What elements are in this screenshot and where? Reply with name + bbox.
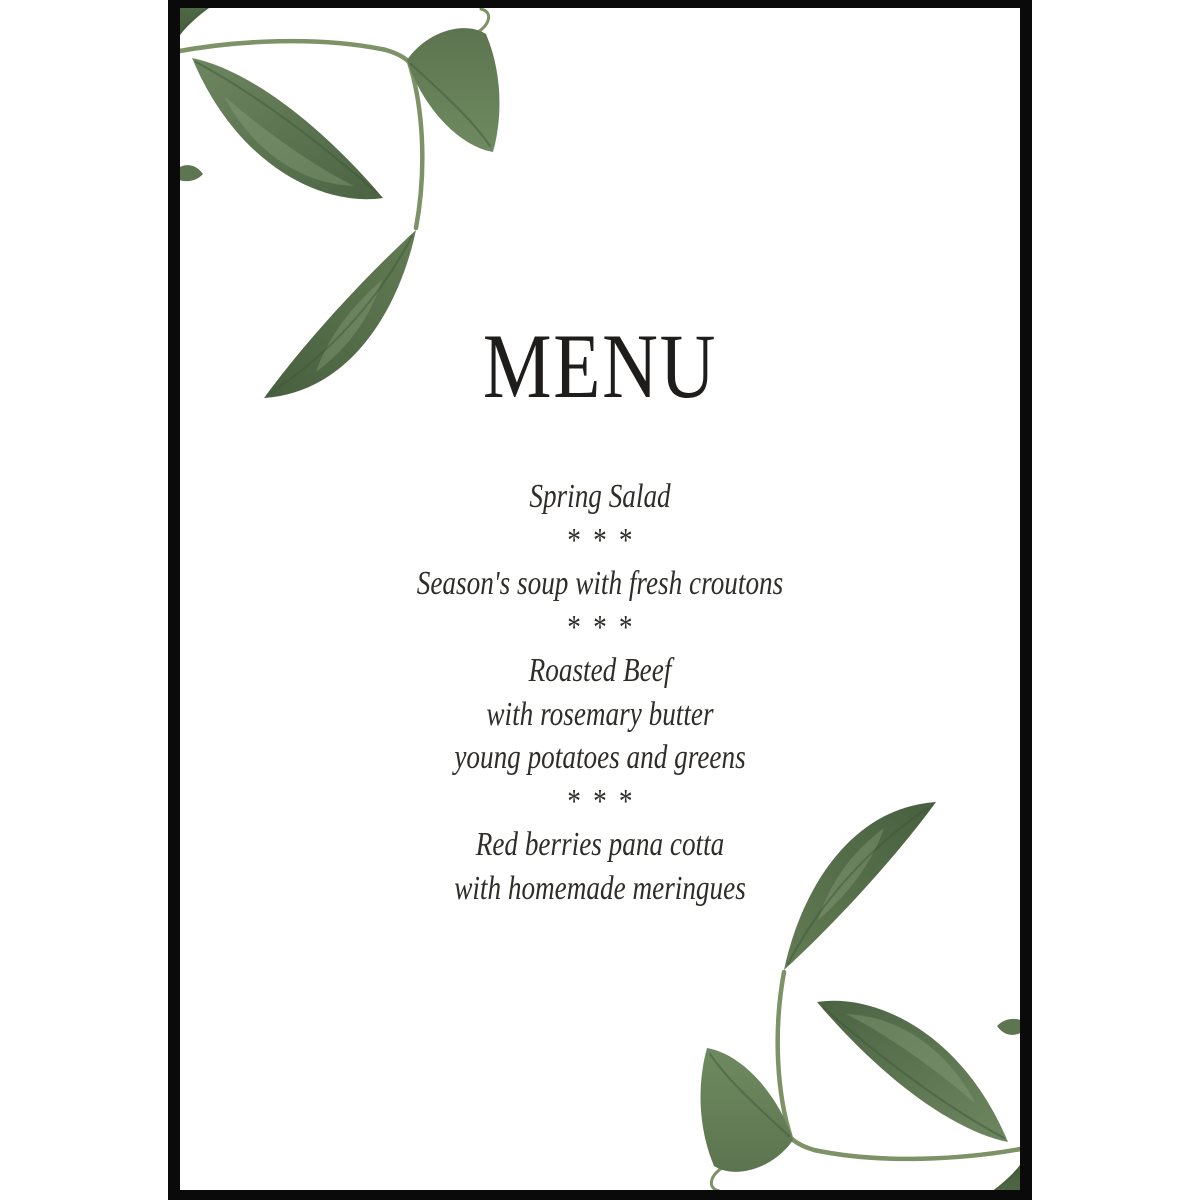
menu-course: young potatoes and greens [454,739,746,776]
menu-course: with homemade meringues [454,869,746,907]
menu-course: Season's soup with fresh croutons [416,565,784,602]
course-separator: * * * [566,782,634,820]
menu-course: Roasted Beef [528,652,672,689]
course-separator: * * * [566,608,634,646]
course-separator: * * * [566,521,634,559]
menu-course: Red berries pana cotta [475,826,725,863]
menu-title: MENU [482,315,718,417]
menu-course: with rosemary butter [486,695,714,733]
menu-courses [120,475,1080,910]
menu-course: Spring Salad [529,478,671,515]
